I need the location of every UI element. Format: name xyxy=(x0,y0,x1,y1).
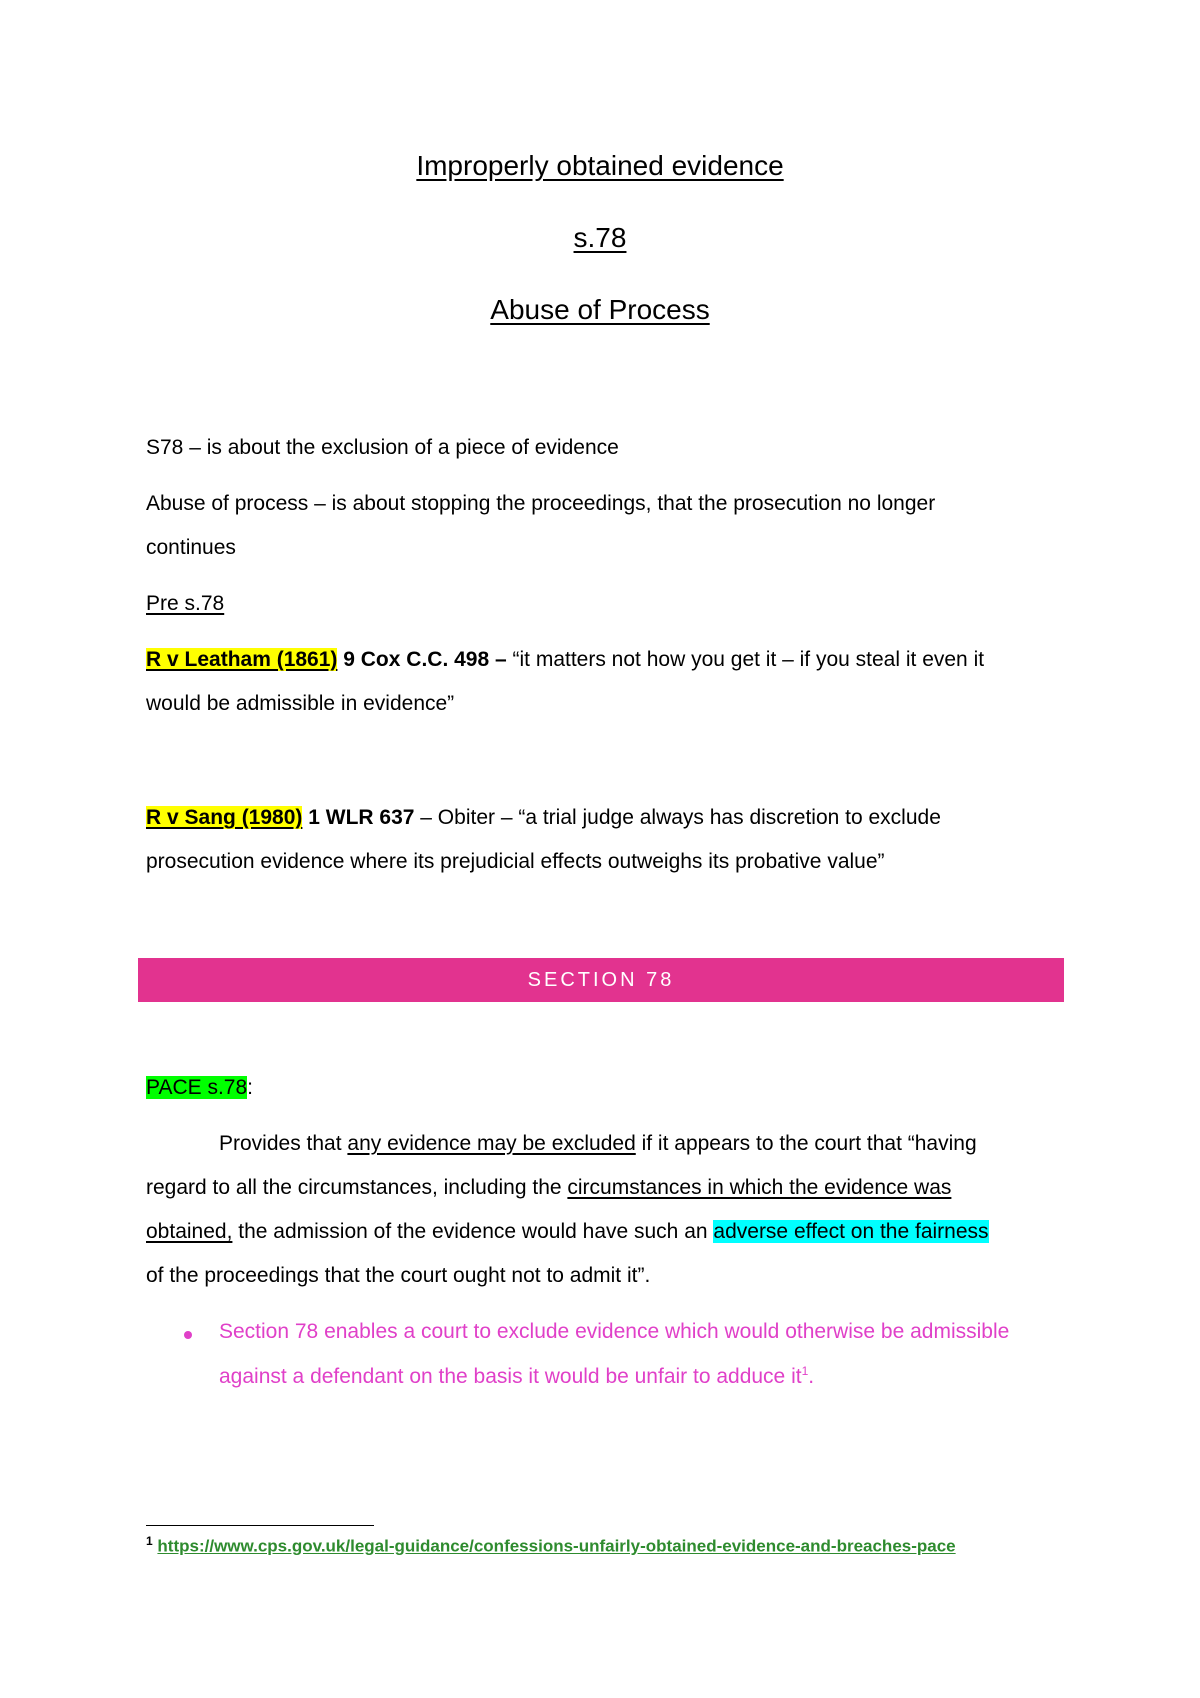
leatham-quote-part2: would be admissible in evidence” xyxy=(146,692,455,715)
pace-label: PACE s.78 xyxy=(146,1076,248,1099)
pace-underlined-text: any evidence may be excluded xyxy=(347,1132,636,1155)
footnote xyxy=(146,1534,956,1557)
footnote-link[interactable]: https://www.cps.gov.uk/legal-guidance/confessions-unfairly-obtained-evidence-and-breaches-pace xyxy=(157,1536,956,1556)
pre-s78-heading: Pre s.78 xyxy=(146,592,225,615)
bullet-text-end: . xyxy=(808,1365,815,1388)
pace-colon: : xyxy=(247,1076,253,1099)
abuse-definition-line2: continues xyxy=(146,536,236,559)
pace-underlined-text: obtained, xyxy=(146,1220,233,1243)
pace-underlined-text: circumstances in which the evidence was xyxy=(567,1176,952,1199)
pace-para-line3 xyxy=(146,1220,989,1244)
sang-citation: 1 WLR 637 xyxy=(302,806,415,829)
abuse-definition-line1: Abuse of process – is about stopping the proceedings, that the prosecution no longer xyxy=(146,492,936,515)
pace-text: the admission of the evidence would have such an xyxy=(232,1220,714,1243)
sang-text-part2: prosecution evidence where its prejudicial effects outweighs its probative value” xyxy=(146,850,885,873)
pace-highlighted-text: adverse effect on the fairness xyxy=(713,1220,989,1243)
title-section: s.78 xyxy=(573,222,627,253)
s78-definition: S78 – is about the exclusion of a piece of evidence xyxy=(146,436,619,459)
section-78-banner: SECTION 78 xyxy=(138,958,1064,1002)
pace-heading xyxy=(146,1076,253,1100)
bullet-line2 xyxy=(219,1364,814,1389)
footnote-ref[interactable]: 1 xyxy=(801,1364,809,1378)
sang-case-name: R v Sang (1980) xyxy=(146,806,303,829)
leatham-citation: 9 Cox C.C. 498 – xyxy=(337,648,507,671)
pace-para-line1 xyxy=(219,1132,977,1156)
leatham-case-name: R v Leatham (1861) xyxy=(146,648,338,671)
pace-para-line4: of the proceedings that the court ought not to admit it”. xyxy=(146,1264,651,1287)
pace-para-line2 xyxy=(146,1176,951,1200)
title-abuse: Abuse of Process xyxy=(490,294,710,325)
bullet-text: against a defendant on the basis it would be unfair to adduce it xyxy=(219,1365,802,1388)
pace-text: Provides that xyxy=(219,1132,348,1155)
bullet-dot-icon xyxy=(184,1331,192,1339)
leatham-quote-part1: “it matters not how you get it – if you steal it even it xyxy=(506,648,985,671)
bullet-line1: Section 78 enables a court to exclude evidence which would otherwise be admissible xyxy=(219,1320,1010,1343)
pace-text: regard to all the circumstances, including the xyxy=(146,1176,568,1199)
title-main: Improperly obtained evidence xyxy=(416,150,784,181)
footnote-number: 1 xyxy=(146,1534,153,1548)
footnote-separator xyxy=(146,1525,374,1526)
leatham-case-line1 xyxy=(146,648,984,672)
sang-text-part1: – Obiter – “a trial judge always has discretion to exclude xyxy=(414,806,941,829)
pace-text: if it appears to the court that “having xyxy=(635,1132,977,1155)
sang-case-line1 xyxy=(146,806,941,830)
